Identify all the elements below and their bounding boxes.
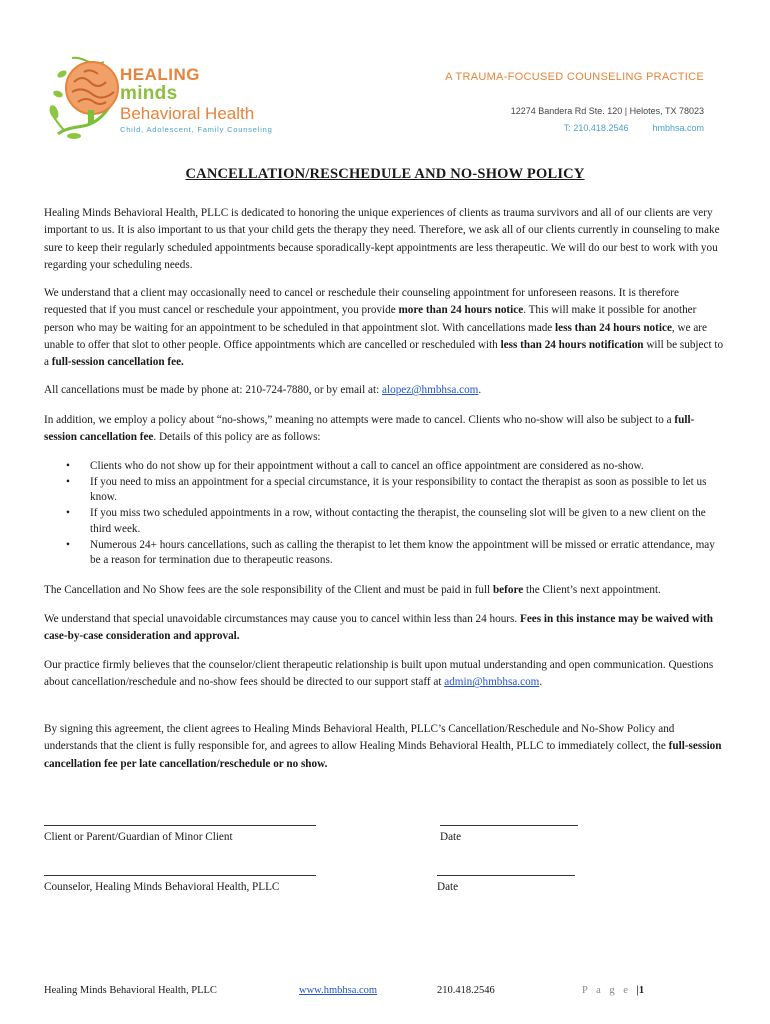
contact-paragraph: All cancellations must be made by phone at: 210-724-7880, or by email at: alopez@hmbhsa.com.	[44, 384, 482, 396]
support-email-link[interactable]: admin@hmbhsa.com	[444, 676, 540, 689]
practice-phone: T: 210.418.2546	[563, 123, 629, 133]
cancellation-notice-paragraph: We understand that a client may occasionally need to cancel or reschedule their counseling appointment for unforeseen reasons. It is therefore requested that if you must cancel or reschedule your appointment, you provide more than 24 hours notice. This will make it possible for another person who may be waiting for an appointment to be scheduled in that appointment slot. With cancellations made less than 24 hours notice, we are unable to offer that slot to other people. Office appointments which are cancelled or rescheduled with less than 24 hours notification will be subject to a full-session cancellation fee.	[44, 287, 724, 369]
footer-company: Healing Minds Behavioral Health, PLLC	[44, 985, 217, 996]
list-item: • If you need to miss an appointment for a special circumstance, it is your responsibility to contact the therapist as soon as possible to let us know.	[44, 475, 724, 506]
intro-paragraph: Healing Minds Behavioral Health, PLLC is dedicated to honoring the unique experiences of clients as trauma survivors and all of our clients are very important to us. It is also important to us that your child gets the therapy they need. Therefore, we ask all of our clients currently in counseling to make sure to keep their regularly scheduled appointments because sporadically-kept appointments are less therapeutic. We will do our best to work with you regarding your scheduling needs.	[44, 207, 720, 271]
logo-line-behavioral-health: Behavioral Health	[120, 104, 255, 123]
footer-website-link[interactable]: www.hmbhsa.com	[299, 985, 378, 996]
logo-line-healing: HEALING	[120, 65, 200, 84]
logo-line-minds: minds	[120, 83, 178, 104]
footer-phone: 210.418.2546	[437, 985, 495, 996]
practice-tagline: A TRAUMA-FOCUSED COUNSELING PRACTICE	[445, 71, 704, 83]
footer-page-number: P a g e |1	[582, 985, 645, 996]
policy-details-list	[44, 459, 724, 569]
logo-wordmark	[120, 66, 254, 124]
list-item: • Numerous 24+ hours cancellations, such as calling the therapist to let them know the appointment will be missed or erratic attendance, may be a reason for termination due to therapeutic reasons.	[44, 538, 724, 569]
client-signature-label: Client or Parent/Guardian of Minor Client	[44, 831, 233, 843]
logo-tagline: Child, Adolescent, Family Counseling	[120, 125, 273, 134]
counselor-signature-label: Counselor, Healing Minds Behavioral Health, PLLC	[44, 881, 280, 893]
no-show-paragraph: In addition, we employ a policy about “no-shows,” meaning no attempts were made to cancel. Clients who no-show will also be subject to a full-session cancellation fee. Details of this policy are as follows:	[44, 414, 695, 444]
page-title: CANCELLATION/RESCHEDULE AND NO-SHOW POLICY	[185, 166, 585, 182]
list-item: • If you miss two scheduled appointments in a row, without contacting the therapist, the counseling slot will be given to a new client on the third week.	[44, 506, 724, 537]
counselor-date-line[interactable]	[437, 875, 575, 876]
client-date-line[interactable]	[440, 825, 578, 826]
cancellation-email-link[interactable]: alopez@hmbhsa.com	[382, 384, 479, 396]
list-item: • Clients who do not show up for their appointment without a call to cancel an office appointment are considered as no-show.	[44, 459, 724, 475]
counselor-date-label: Date	[437, 881, 459, 893]
waiver-paragraph: We understand that special unavoidable circumstances may cause you to cancel within less than 24 hours. Fees in this instance may be waived with case-by-case consideration and approval.	[44, 613, 713, 643]
agreement-paragraph: By signing this agreement, the client agrees to Healing Minds Behavioral Health, PLLC’s Cancellation/Reschedule and No-Show Policy and understands that the client is fully responsible for, and agrees to allow Healing Minds Behavioral Health, PLLC to immediately collect, the full-session cancellation fee per late cancellation/reschedule or no show.	[44, 723, 722, 770]
practice-contact	[564, 123, 704, 133]
fee-responsibility-paragraph: The Cancellation and No Show fees are the sole responsibility of the Client and must be paid in full before the Client’s next appointment.	[44, 584, 661, 596]
client-date-label: Date	[440, 831, 462, 843]
practice-address: 12274 Bandera Rd Ste. 120 | Helotes, TX 78023	[510, 106, 704, 116]
practice-website[interactable]: hmbhsa.com	[652, 123, 704, 133]
client-signature-line[interactable]	[44, 825, 316, 826]
counselor-signature-line[interactable]	[44, 875, 316, 876]
questions-paragraph: Our practice firmly believes that the counselor/client therapeutic relationship is built upon mutual understanding and open communication. Questions about cancellation/reschedule and no-show fees should be directed to our support staff at admin@hmbhsa.com.	[44, 659, 714, 689]
